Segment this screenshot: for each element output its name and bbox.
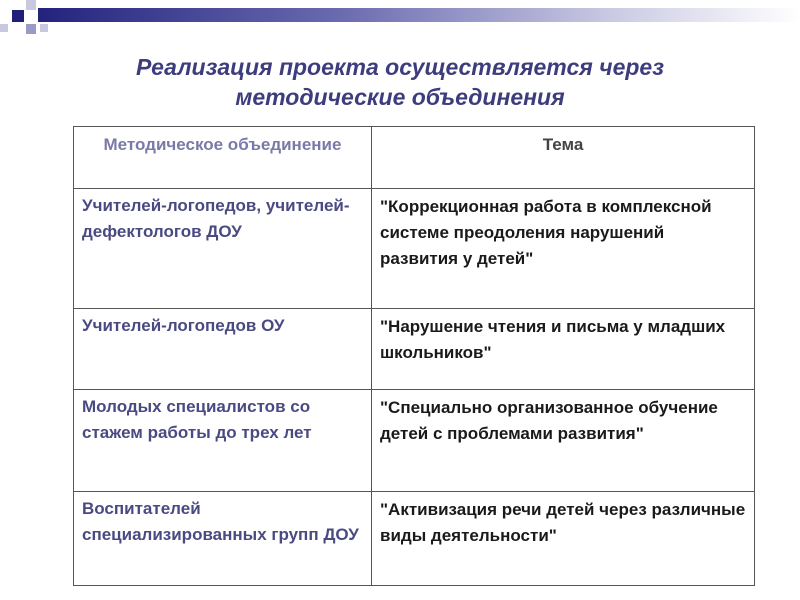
cell-group: Воспитателей специализированных групп ДОУ [74, 492, 372, 586]
cell-group: Учителей-логопедов, учителей-дефектологов ДОУ [74, 189, 372, 309]
cell-topic: "Коррекционная работа в комплексной системе преодоления нарушений развития у детей" [372, 189, 755, 309]
table-row [74, 189, 755, 309]
table-header-row [74, 127, 755, 189]
corner-square-dark [12, 10, 24, 22]
header-gradient-bar [38, 8, 800, 22]
cell-group: Учителей-логопедов ОУ [74, 309, 372, 390]
corner-square-light [26, 0, 36, 10]
table-row [74, 309, 755, 390]
header-topic: Тема [372, 127, 755, 189]
cell-topic: "Специально организованное обучение детей с проблемами развития" [372, 390, 755, 492]
corner-square-light-3 [0, 24, 8, 32]
cell-group: Молодых специалистов со стажем работы до трех лет [74, 390, 372, 492]
header-association: Методическое объединение [74, 127, 372, 189]
corner-square-light-2 [40, 24, 48, 32]
table-row [74, 492, 755, 586]
methodical-associations-table [73, 126, 755, 586]
slide-title [0, 52, 800, 112]
cell-topic: "Нарушение чтения и письма у младших школьников" [372, 309, 755, 390]
title-line-1: Реализация проекта осуществляется через [136, 54, 664, 80]
table-row [74, 390, 755, 492]
cell-topic: "Активизация речи детей через различные виды деятельности" [372, 492, 755, 586]
title-line-2: методические объединения [235, 84, 565, 110]
corner-square-mid [26, 24, 36, 34]
